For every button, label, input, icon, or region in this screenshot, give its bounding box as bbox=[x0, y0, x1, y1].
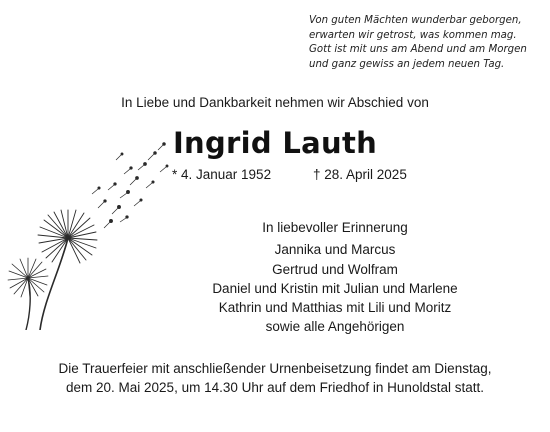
quote-line: erwarten wir getrost, was kommen mag. bbox=[309, 29, 517, 41]
mourners-list bbox=[130, 218, 540, 337]
mourners-heading: In liebevoller Erinnerung bbox=[262, 220, 408, 235]
mourner-entry: Gertrud und Wolfram bbox=[272, 261, 398, 277]
quote-line: Gott ist mit uns am Abend und am Morgen bbox=[309, 44, 527, 56]
birth-date: * 4. Januar 1952 bbox=[172, 167, 272, 182]
deceased-name: Ingrid Lauth bbox=[172, 126, 378, 160]
mourner-entry: Kathrin und Matthias mit Lili und Moritz bbox=[218, 300, 452, 316]
intro-text: In Liebe und Dankbarkeit nehmen wir Abschied von bbox=[121, 95, 429, 110]
funeral-details bbox=[0, 360, 550, 397]
quote-line: Von guten Mächten wunderbar geborgen, bbox=[309, 15, 522, 26]
mourner-entry: Daniel und Kristin mit Julian und Marlene bbox=[212, 280, 458, 296]
mourner-entry: sowie alle Angehörigen bbox=[265, 319, 405, 335]
quote-line: und ganz gewiss an jedem neuen Tag. bbox=[309, 58, 505, 70]
poem-quote bbox=[309, 14, 545, 72]
funeral-details-line: Die Trauerfeier mit anschließender Urnenbeisetzung findet am Dienstag, bbox=[58, 361, 492, 376]
death-date: † 28. April 2025 bbox=[313, 167, 407, 182]
mourner-entry: Jannika und Marcus bbox=[274, 242, 396, 258]
funeral-details-line: dem 20. Mai 2025, um 14.30 Uhr auf dem Friedhof in Hunoldstal statt. bbox=[66, 379, 484, 395]
